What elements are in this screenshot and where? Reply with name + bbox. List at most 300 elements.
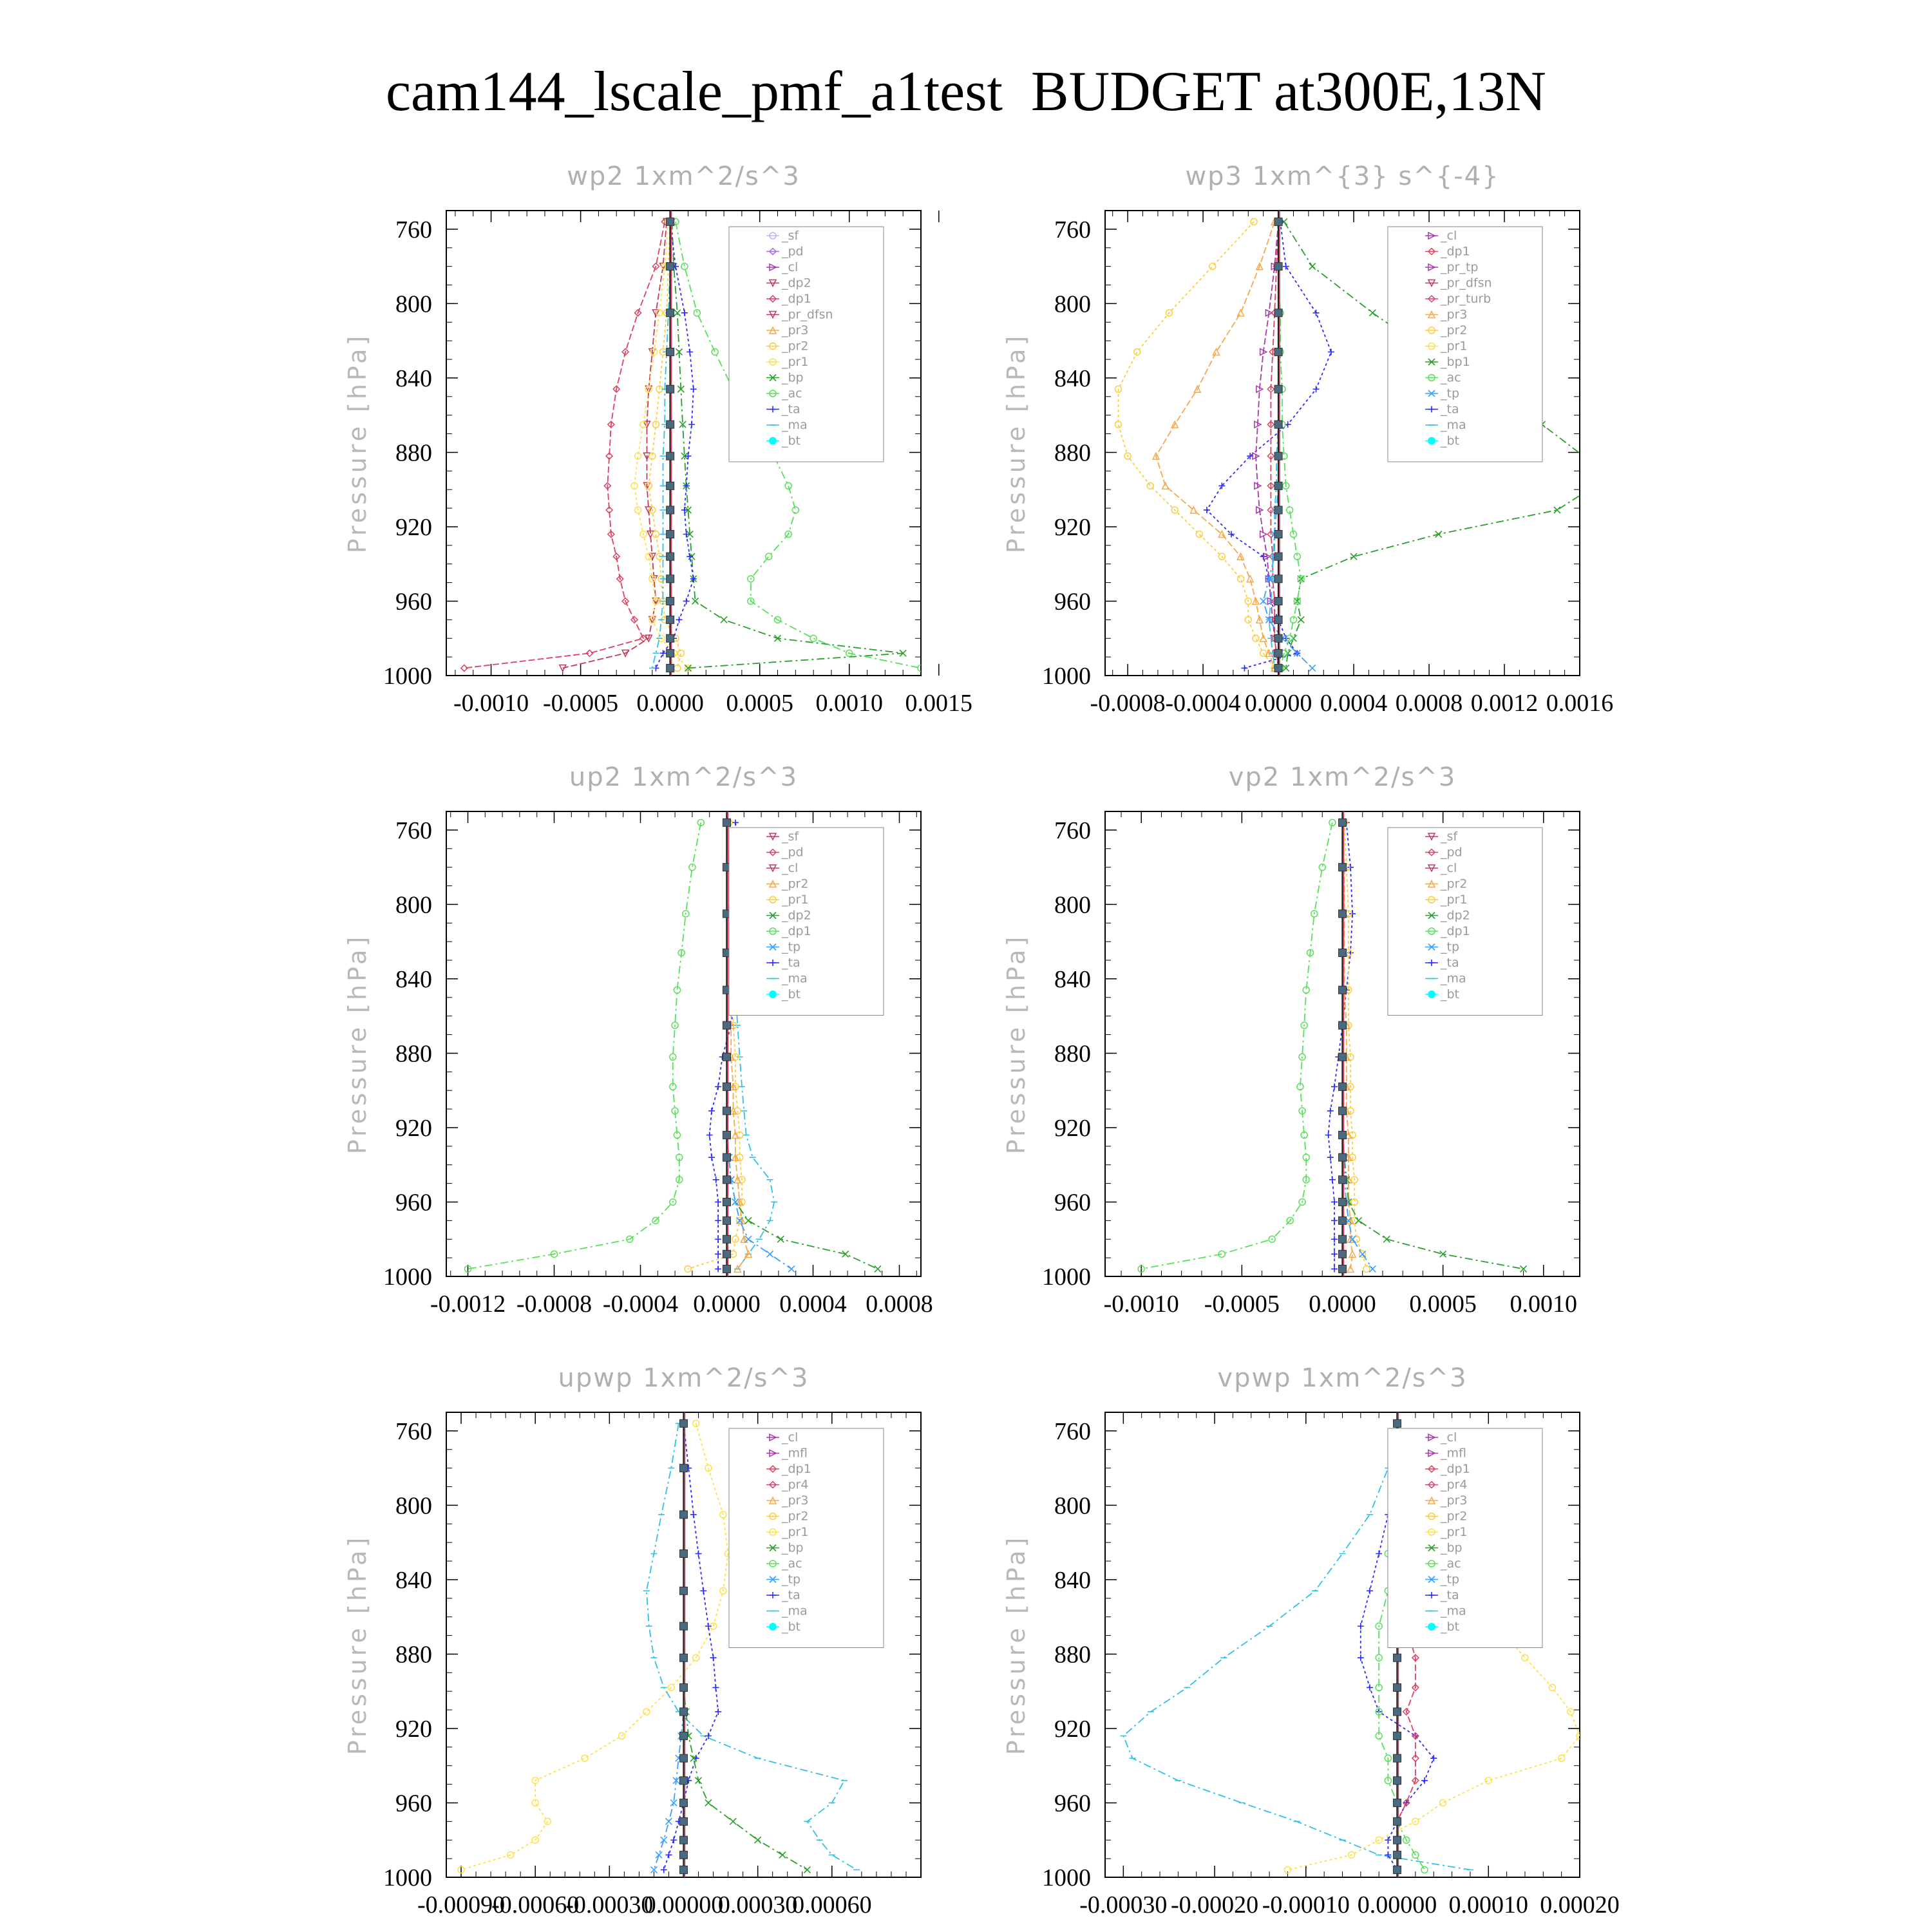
x-tick-label: 0.0005 <box>1409 1291 1477 1318</box>
data-point-bt <box>1394 1708 1401 1716</box>
legend-label: _pr_dfsn <box>1441 276 1492 290</box>
data-point-bp1 <box>1309 263 1316 270</box>
legend-label: _dp1 <box>782 292 811 306</box>
x-tick-label: 0.0010 <box>1510 1291 1578 1318</box>
data-point-bt <box>1274 218 1282 225</box>
panel-title: wp3 1xm^{3} s^{-4} <box>1185 162 1500 191</box>
data-point-bt <box>1394 1817 1401 1825</box>
data-point-tp <box>656 1852 662 1858</box>
legend-label: _sf <box>782 229 799 243</box>
data-point-bt <box>680 1866 688 1873</box>
y-tick-label: 1000 <box>1042 663 1091 690</box>
y-tick-label: 920 <box>395 1114 432 1142</box>
x-tick-label: 0.0005 <box>726 690 793 717</box>
x-tick-label: -0.0008 <box>516 1291 592 1318</box>
data-point-ac <box>810 635 817 641</box>
legend-label: _pr_tp <box>1441 260 1479 274</box>
data-point-bt <box>667 664 674 672</box>
data-point-bt <box>667 634 674 642</box>
series-line-pr3 <box>1156 222 1274 668</box>
data-point-bt <box>1394 1683 1401 1691</box>
data-point-bt <box>1339 1198 1347 1206</box>
legend-label: _tp <box>782 1572 801 1587</box>
y-tick-label: 960 <box>395 1790 432 1817</box>
data-point-ta <box>700 1587 706 1594</box>
panel-title: vp2 1xm^2/s^3 <box>1228 762 1457 792</box>
data-point-ta <box>690 1511 697 1518</box>
legend <box>729 1428 884 1648</box>
data-point-bt <box>1274 482 1282 489</box>
data-point-bt <box>1394 1836 1401 1844</box>
data-point-bp <box>875 1265 881 1272</box>
panel-wp3 <box>1002 162 1613 717</box>
legend-label: _pd <box>1441 845 1463 860</box>
legend-label: _pr1 <box>782 355 809 369</box>
legend-label: _dp1 <box>1441 1462 1470 1476</box>
x-tick-label: -0.00030 <box>1079 1891 1168 1918</box>
data-point-bt <box>1394 1732 1401 1740</box>
data-point-ta <box>705 1733 712 1739</box>
legend-label: _pr3 <box>1441 307 1468 322</box>
data-point-ta <box>712 1684 719 1690</box>
data-point-bt <box>723 1198 731 1206</box>
legend-label: _pr1 <box>1441 339 1468 354</box>
legend-label: _ta <box>1441 956 1459 970</box>
data-point-bt <box>1339 1217 1347 1224</box>
data-point-bt <box>1274 597 1282 605</box>
legend-label: _mfl <box>1441 1446 1466 1461</box>
legend-label: _ta <box>782 1588 800 1602</box>
y-tick-label: 1000 <box>1042 1864 1091 1891</box>
data-point-bt <box>680 1851 688 1859</box>
legend-label: _pr2 <box>782 339 809 354</box>
legend-label: _ac <box>1441 370 1461 385</box>
data-point-pr2 <box>1134 348 1141 355</box>
series-line-ac <box>1141 822 1332 1269</box>
y-tick-label: 1000 <box>383 1264 432 1291</box>
data-point-ta <box>1331 1236 1338 1242</box>
data-point-ta <box>687 348 693 355</box>
x-tick-label: 0.00060 <box>792 1891 872 1918</box>
data-point-pr1 <box>1439 1799 1446 1806</box>
y-axis-label: Pressure [hPa] <box>343 332 372 554</box>
data-point-bt <box>1339 864 1347 871</box>
legend-label: _ma <box>782 971 808 986</box>
legend-label: _sf <box>1441 829 1458 844</box>
data-point-bt <box>680 1622 688 1630</box>
y-tick-label: 800 <box>395 1492 432 1520</box>
data-point-tp <box>1260 598 1267 604</box>
y-tick-label: 880 <box>395 1040 432 1068</box>
data-point-tp <box>661 1837 667 1843</box>
y-tick-label: 920 <box>395 1715 432 1743</box>
data-point-ta <box>1421 1777 1428 1784</box>
legend-label: _cl <box>1441 229 1457 243</box>
data-point-bp1 <box>1369 310 1376 316</box>
data-point-bt <box>1274 506 1282 514</box>
data-point-bt <box>723 1235 731 1243</box>
y-axis-label: Pressure [hPa] <box>1002 332 1030 554</box>
y-axis-label: Pressure [hPa] <box>343 1534 372 1756</box>
data-point-ta <box>685 453 691 459</box>
y-tick-label: 880 <box>1054 1641 1091 1669</box>
x-tick-label: 0.00010 <box>1448 1891 1529 1918</box>
data-point-ta <box>708 1154 715 1160</box>
y-tick-label: 800 <box>1054 891 1091 919</box>
legend-label: _pr3 <box>782 323 809 337</box>
data-point-bt <box>667 531 674 538</box>
legend-label: _pr1 <box>1441 1525 1468 1539</box>
data-point-ta <box>683 531 690 538</box>
data-point-ta <box>715 1265 721 1272</box>
data-point-bt <box>667 482 674 489</box>
x-tick-label: 0.0004 <box>779 1291 847 1318</box>
data-point-ta <box>710 1654 717 1661</box>
data-point-bt <box>723 1250 731 1258</box>
legend-label: _cl <box>782 861 799 875</box>
data-point-ac <box>792 507 799 513</box>
data-point-bt <box>667 553 674 560</box>
data-point-ta <box>708 1108 715 1114</box>
data-point-ta <box>1367 1587 1373 1594</box>
legend-label: _bt <box>1441 433 1460 448</box>
data-point-bt <box>723 1053 731 1061</box>
data-point-pr2 <box>1251 218 1257 225</box>
y-tick-label: 840 <box>1054 365 1091 392</box>
legend-label: _ta <box>1441 402 1459 417</box>
data-point-bp <box>745 1217 752 1224</box>
x-tick-label: -0.0012 <box>430 1291 506 1318</box>
y-tick-label: 1000 <box>383 663 432 690</box>
x-tick-label: 0.0004 <box>1320 690 1388 717</box>
legend-label: _tp <box>782 940 801 954</box>
legend-label: _dp2 <box>1441 908 1470 923</box>
y-tick-label: 920 <box>1054 1715 1091 1743</box>
data-point-bt <box>667 348 674 355</box>
data-point-bp <box>1355 1217 1361 1224</box>
data-point-ta <box>1204 507 1210 513</box>
x-tick-label: 0.0000 <box>693 1291 761 1318</box>
data-point-bt <box>1394 1866 1401 1873</box>
data-point-bt <box>723 819 731 826</box>
panel-title: up2 1xm^2/s^3 <box>569 762 799 792</box>
data-point-bp <box>804 1866 810 1873</box>
data-point-ta <box>688 421 695 428</box>
data-point-bt <box>723 1107 731 1115</box>
data-point-bt <box>680 1511 688 1519</box>
data-point-bt <box>667 597 674 605</box>
legend-label: _ma <box>1441 971 1466 986</box>
legend-label: _pr4 <box>782 1477 809 1492</box>
legend-label: _ma <box>1441 418 1466 432</box>
data-point-bt <box>1339 1235 1347 1243</box>
legend-label: _dp1 <box>782 924 811 938</box>
data-point-bt <box>1394 1851 1401 1859</box>
y-tick-label: 760 <box>1054 817 1091 844</box>
legend-label: _pr3 <box>1441 1493 1468 1508</box>
legend <box>1388 828 1542 1016</box>
data-point-bt <box>723 1132 731 1139</box>
data-point-bt <box>680 1836 688 1844</box>
data-point-ta <box>732 819 739 826</box>
data-point-bt <box>1339 1176 1347 1184</box>
data-point-bt <box>1274 575 1282 583</box>
data-point-bt <box>667 218 674 225</box>
data-point-bp <box>705 1799 712 1806</box>
data-point-ta <box>1331 1217 1338 1224</box>
data-point-ta <box>1241 665 1247 671</box>
legend-label: _cl <box>1441 1430 1457 1444</box>
series-line-dp2 <box>563 222 667 668</box>
legend-label: _pd <box>782 845 804 860</box>
data-point-ta <box>1328 348 1334 355</box>
data-point-bt <box>680 1799 688 1806</box>
data-point-bt <box>1274 649 1282 657</box>
data-point-tp <box>767 1251 773 1257</box>
legend-label: _bt <box>782 987 801 1001</box>
data-point-pr2 <box>1209 263 1216 270</box>
data-point-ta <box>713 1177 719 1183</box>
data-point-pr3 <box>1162 482 1169 489</box>
data-point-bt <box>1339 986 1347 994</box>
x-tick-label: -0.00060 <box>491 1891 580 1918</box>
series-line-ac <box>468 822 701 1269</box>
data-point-ta <box>1331 1083 1338 1090</box>
data-point-pr2 <box>1238 576 1244 582</box>
data-point-bt <box>680 1754 688 1762</box>
data-point-ta <box>715 1236 721 1242</box>
legend-label: _ta <box>1441 1588 1459 1602</box>
data-point-bp1 <box>1580 453 1587 459</box>
legend <box>1388 227 1542 462</box>
data-point-bt <box>667 309 674 317</box>
data-point-bt <box>1339 1083 1347 1090</box>
data-point-bt <box>1339 1053 1347 1061</box>
data-point-ta <box>670 1837 677 1843</box>
data-point-tp <box>788 1265 795 1272</box>
data-point-bt <box>1274 348 1282 355</box>
legend-label: _bp1 <box>1441 355 1470 369</box>
legend-label: _pr3 <box>782 1493 809 1508</box>
data-point-ta <box>1327 1108 1334 1114</box>
data-point-bt <box>680 1549 688 1557</box>
data-point-bt <box>667 263 674 270</box>
data-point-pr1 <box>705 1465 712 1472</box>
x-tick-label: 0.0000 <box>1309 1291 1376 1318</box>
x-tick-label: 0.00000 <box>643 1891 724 1918</box>
y-tick-label: 880 <box>1054 1040 1091 1068</box>
y-tick-label: 920 <box>1054 513 1091 541</box>
x-tick-label: -0.0004 <box>602 1291 679 1318</box>
data-point-ta <box>1331 1265 1338 1272</box>
y-tick-label: 840 <box>395 365 432 392</box>
panel-vp2 <box>1002 762 1580 1318</box>
y-tick-label: 960 <box>1054 1189 1091 1217</box>
data-point-tp <box>1309 665 1316 671</box>
data-point-bp <box>730 1818 736 1824</box>
data-point-ta <box>660 650 667 656</box>
legend-label: _pr1 <box>782 893 809 907</box>
data-point-ac <box>766 553 772 560</box>
data-point-ta <box>687 553 693 560</box>
x-tick-label: -0.00030 <box>565 1891 654 1918</box>
data-point-bt <box>667 649 674 657</box>
legend-label: _tp <box>1441 940 1460 954</box>
legend-label: _pr_turb <box>1441 292 1492 306</box>
data-point-ta <box>715 1217 721 1224</box>
y-tick-label: 840 <box>395 965 432 993</box>
legend-label: _pd <box>782 244 804 259</box>
data-point-ta <box>1358 1654 1364 1661</box>
data-point-bt <box>680 1777 688 1785</box>
data-point-pr1 <box>1485 1777 1492 1784</box>
data-point-ac <box>1421 1866 1428 1873</box>
data-point-bt <box>1394 1419 1401 1427</box>
data-point-pr2 <box>1147 482 1153 489</box>
data-point-bt <box>1274 263 1282 270</box>
x-tick-label: 0.0008 <box>1395 690 1463 717</box>
data-point-bp <box>674 310 681 316</box>
y-axis-label: Pressure [hPa] <box>1002 1534 1030 1756</box>
legend-label: _dp2 <box>782 908 811 923</box>
panel-upwp <box>343 1363 921 1918</box>
data-point-bt <box>1274 616 1282 623</box>
data-point-bt <box>1274 553 1282 560</box>
y-tick-label: 760 <box>395 817 432 844</box>
y-tick-label: 880 <box>1054 439 1091 467</box>
data-point-pr1 <box>582 1755 588 1761</box>
legend-label: _cl <box>1441 861 1457 875</box>
x-tick-label: 0.0008 <box>866 1291 933 1318</box>
legend-marker <box>1428 990 1435 998</box>
data-point-bt <box>1339 1132 1347 1139</box>
data-point-ta <box>715 1709 721 1715</box>
x-tick-label: 0.0010 <box>815 690 884 717</box>
data-point-ta <box>1313 310 1320 316</box>
data-point-pr2 <box>1196 531 1202 538</box>
data-point-bt <box>1274 421 1282 428</box>
legend-label: _cl <box>782 260 799 274</box>
legend-label: _bp <box>782 1540 804 1555</box>
data-point-pr1 <box>507 1852 514 1858</box>
y-tick-label: 800 <box>1054 1492 1091 1520</box>
figure-title: cam144_lscale_pmf_a1test BUDGET at300E,13N <box>386 61 1546 123</box>
x-tick-label: -0.0005 <box>543 690 619 717</box>
data-point-bt <box>723 1153 731 1161</box>
data-point-bp1 <box>1591 482 1598 489</box>
legend-label: _ma <box>782 418 808 432</box>
y-tick-label: 880 <box>395 439 432 467</box>
y-tick-label: 1000 <box>1042 1264 1091 1291</box>
x-tick-label: -0.00090 <box>417 1891 506 1918</box>
y-tick-label: 800 <box>395 891 432 919</box>
data-point-ta <box>1329 1177 1336 1183</box>
data-point-bt <box>680 1708 688 1716</box>
legend-label: _pr2 <box>1441 876 1468 891</box>
y-tick-label: 920 <box>395 513 432 541</box>
data-point-pr1 <box>693 1654 699 1661</box>
data-point-ta <box>715 1251 721 1257</box>
data-point-ta <box>1376 1550 1382 1557</box>
x-tick-label: -0.00010 <box>1262 1891 1350 1918</box>
data-point-pr3 <box>1347 1265 1354 1272</box>
y-tick-label: 960 <box>1054 588 1091 616</box>
data-point-ta <box>1358 1623 1364 1629</box>
legend-label: _pr1 <box>782 1525 809 1539</box>
x-tick-label: -0.00020 <box>1170 1891 1259 1918</box>
data-point-bt <box>680 1654 688 1662</box>
x-tick-label: 0.00020 <box>1540 1891 1620 1918</box>
data-point-bt <box>667 575 674 583</box>
data-point-ac <box>670 1054 676 1060</box>
data-point-bt <box>723 1265 731 1273</box>
data-point-bt <box>667 385 674 393</box>
data-point-bt <box>1339 910 1347 918</box>
legend-label: _dp1 <box>1441 244 1470 259</box>
legend-label: _ac <box>782 1557 802 1571</box>
x-tick-label: -0.0005 <box>1204 1291 1280 1318</box>
panel-wp2 <box>343 162 972 717</box>
legend-label: _cl <box>782 1430 799 1444</box>
data-point-bt <box>667 452 674 460</box>
data-point-ta <box>683 598 690 604</box>
legend-marker <box>769 437 777 445</box>
x-tick-label: -0.0010 <box>453 690 529 717</box>
y-tick-label: 1000 <box>383 1864 432 1891</box>
legend-marker <box>769 990 777 998</box>
y-tick-label: 800 <box>395 290 432 318</box>
y-tick-label: 880 <box>395 1641 432 1669</box>
y-tick-label: 760 <box>1054 216 1091 243</box>
y-tick-label: 760 <box>395 216 432 243</box>
legend-label: _mfl <box>782 1446 808 1461</box>
data-point-bp1 <box>1290 635 1296 641</box>
data-point-ta <box>1325 1132 1332 1139</box>
legend-label: _bp <box>1441 1540 1463 1555</box>
x-tick-label: 0.00000 <box>1357 1891 1437 1918</box>
x-tick-label: 0.0012 <box>1470 690 1539 717</box>
x-tick-label: 0.0016 <box>1546 690 1614 717</box>
data-point-ta <box>1283 263 1289 270</box>
data-point-bp <box>721 616 727 623</box>
series-line-dp1 <box>464 222 665 668</box>
data-point-bt <box>1274 309 1282 317</box>
data-point-bt <box>1274 385 1282 393</box>
x-tick-label: 0.0000 <box>636 690 704 717</box>
legend-label: _ma <box>1441 1604 1466 1618</box>
data-point-ta <box>696 1550 702 1557</box>
data-point-pr1 <box>1549 1684 1555 1690</box>
data-point-pr2 <box>685 1265 691 1272</box>
data-point-pr3 <box>1213 348 1220 355</box>
series-line-pr1 <box>461 1423 728 1870</box>
x-tick-label: 0.0015 <box>905 690 973 717</box>
data-point-ta <box>1367 1684 1373 1690</box>
data-point-ta <box>681 310 688 316</box>
legend-label: _pr4 <box>1441 1477 1468 1492</box>
legend-label: _pr2 <box>1441 1509 1468 1524</box>
data-point-bt <box>1339 819 1347 826</box>
data-point-bp <box>755 1837 761 1843</box>
data-point-ta <box>1430 1755 1437 1761</box>
legend-marker <box>1428 1623 1435 1631</box>
y-tick-label: 800 <box>1054 290 1091 318</box>
data-point-bt <box>723 1176 731 1184</box>
data-point-bp <box>779 1852 786 1858</box>
data-point-bt <box>680 1587 688 1595</box>
data-point-ta <box>1327 1154 1334 1160</box>
y-tick-label: 840 <box>1054 1566 1091 1594</box>
